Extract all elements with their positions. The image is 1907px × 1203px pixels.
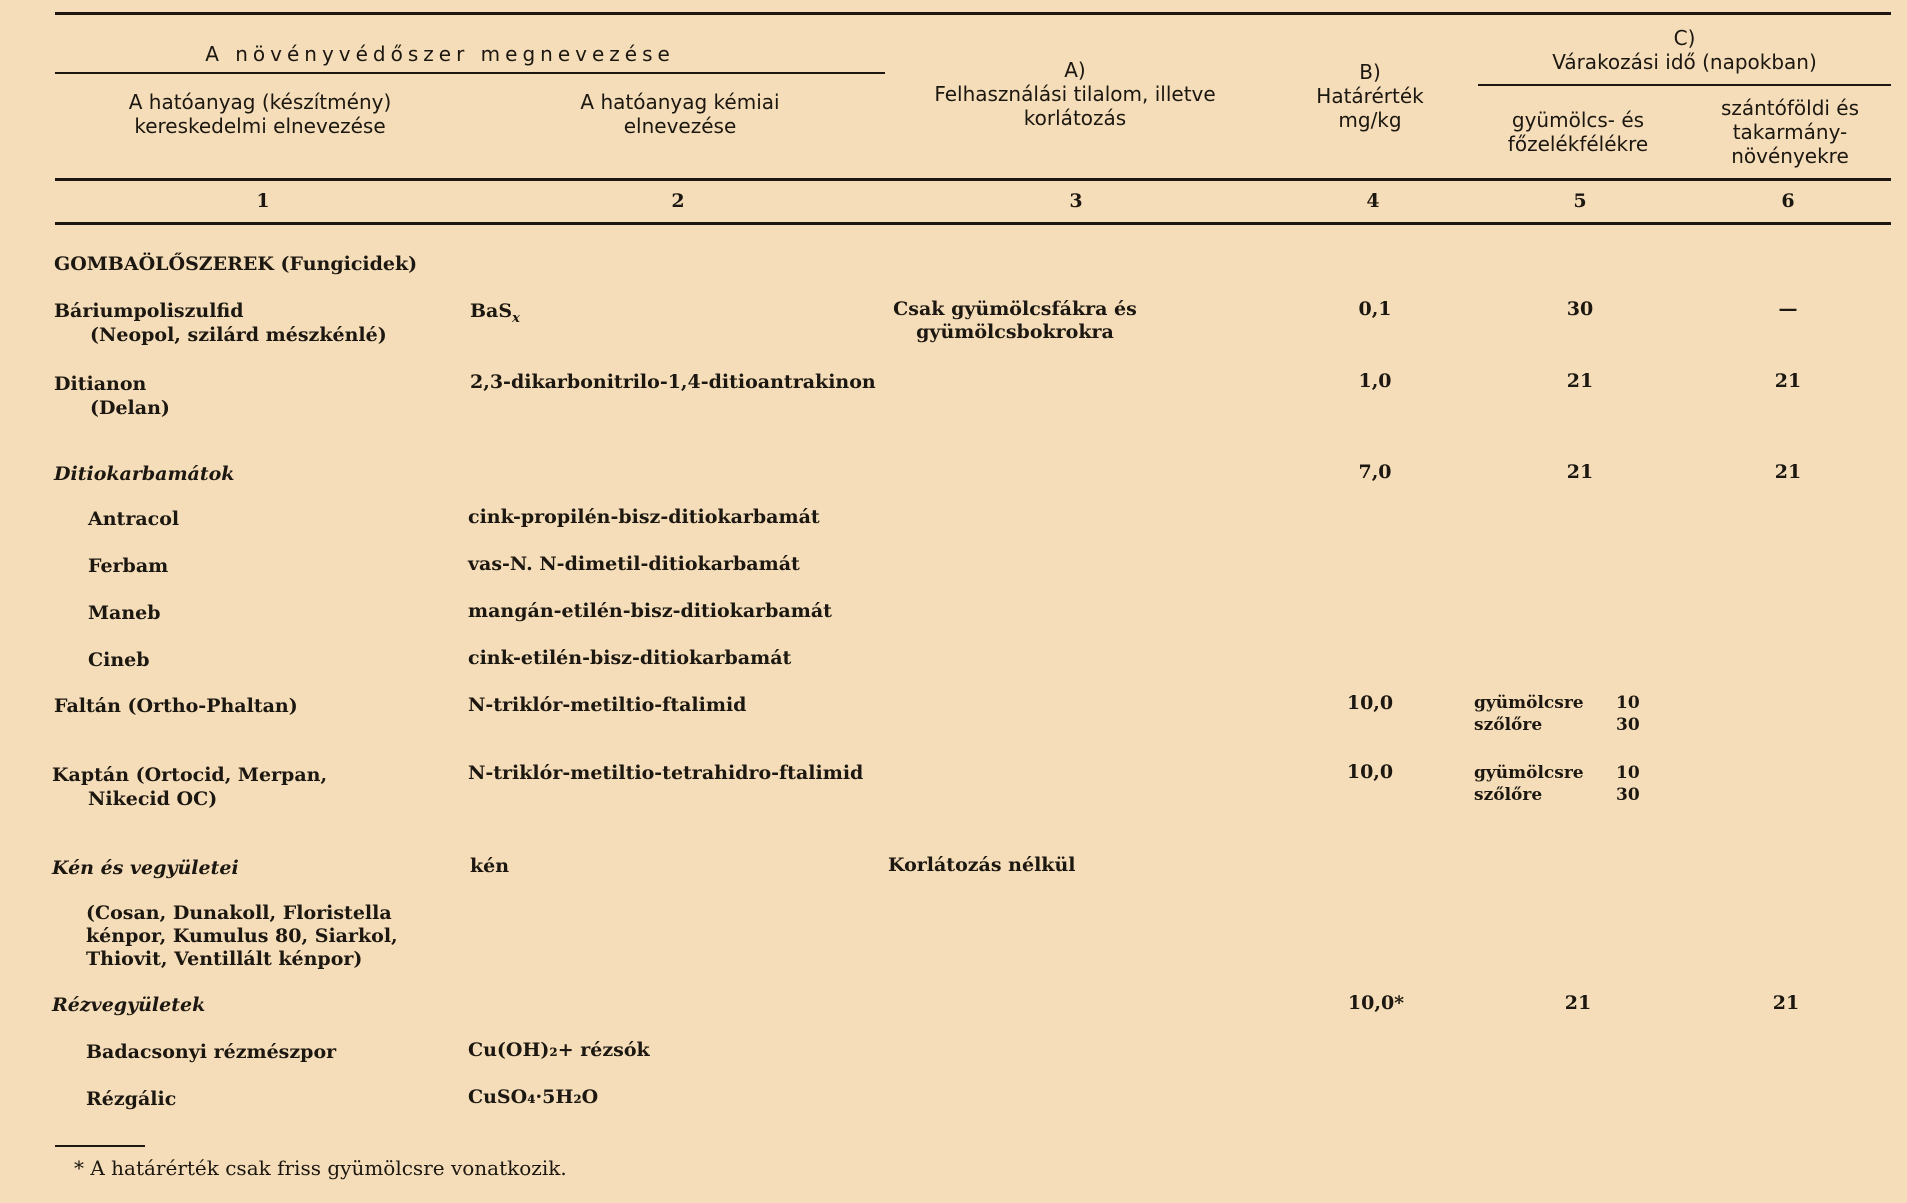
header-bottom-rule (55, 178, 1891, 181)
row-chemical: vas-N. N-dimetil-ditiokarbamát (468, 553, 800, 575)
wait-group-rule (1478, 84, 1891, 86)
row-restriction: Csak gyümölcsfákra és gyümölcsbokrokra (893, 298, 1137, 343)
row-chemical: mangán-etilén-bisz-ditiokarbamát (468, 600, 832, 622)
row-chemical: Cu(OH)₂+ rézsók (468, 1039, 650, 1061)
wait-group-header: C) Várakozási idő (napokban) (1552, 26, 1817, 74)
row-wait-fruit: 30 (1566, 298, 1594, 320)
row-name: Kén és vegyületei (52, 857, 239, 879)
row-wait-detail: gyümölcsre 10 szőlőre 30 (1474, 763, 1640, 805)
row-chemical: N-triklór-metiltio-ftalimid (468, 694, 747, 716)
row-wait-field: 21 (1774, 461, 1802, 483)
row-name: Maneb (88, 602, 161, 624)
col1-header: A hatóanyag (készítmény) kereskedelmi elnevezése (128, 90, 392, 138)
row-chemical: N-triklór-metiltio-tetrahidro-ftalimid (468, 762, 864, 784)
group-title: A növényvédőszer megnevezése (205, 42, 675, 66)
row-limit: 10,0* (1347, 992, 1405, 1014)
row-limit: 1,0 (1358, 370, 1392, 392)
row-chemical: cink-etilén-bisz-ditiokarbamát (468, 647, 792, 669)
row-chemical: cink-propilén-bisz-ditiokarbamát (468, 506, 820, 528)
row-name: Faltán (Ortho-Phaltan) (54, 695, 298, 717)
row-name: Ferbam (88, 555, 169, 577)
row-name-sub: (Neopol, szilárd mészkénlé) (90, 324, 387, 346)
row-name: Rézgálic (86, 1088, 177, 1110)
row-wait-field: 21 (1774, 370, 1802, 392)
row-wait-fruit: 21 (1566, 461, 1594, 483)
row-limit: 10,0 (1346, 692, 1394, 714)
col5-header: gyümölcs- és főzelékfélékre (1507, 108, 1649, 156)
row-name: Ditianon (54, 373, 147, 395)
group-rule (55, 72, 885, 74)
col-number-4: 4 (1366, 190, 1380, 212)
col6-header: szántóföldi és takarmány- növényekre (1720, 96, 1860, 168)
row-wait-fruit: 21 (1566, 370, 1594, 392)
row-name: Kaptán (Ortocid, Merpan, (52, 764, 328, 786)
row-wait-field: — (1778, 298, 1798, 320)
row-chemical: 2,3-dikarbonitrilo-1,4-ditioantrakinon (470, 371, 876, 393)
row-limit: 10,0 (1346, 761, 1394, 783)
row-chemical: kén (470, 855, 510, 877)
row-limit: 7,0 (1358, 461, 1392, 483)
row-name: Rézvegyületek (52, 994, 206, 1016)
row-name-sub: Nikecid OC) (88, 788, 218, 810)
col-number-5: 5 (1573, 190, 1587, 212)
row-name: Badacsonyi rézmészpor (86, 1041, 337, 1063)
col-number-1: 1 (256, 190, 270, 212)
row-wait-field: 21 (1772, 992, 1800, 1014)
row-name: Cineb (88, 649, 150, 671)
row-wait-detail: gyümölcsre 10 szőlőre 30 (1474, 693, 1640, 735)
section-title: GOMBAÖLŐSZEREK (Fungicidek) (54, 253, 418, 275)
row-name: Antracol (88, 508, 180, 530)
footnote: * A határérték csak friss gyümölcsre vonatkozik. (74, 1156, 567, 1180)
row-limit: 0,1 (1358, 298, 1392, 320)
col-number-3: 3 (1069, 190, 1083, 212)
col2-header: A hatóanyag kémiai elnevezése (580, 90, 780, 138)
row-products: (Cosan, Dunakoll, Floristella kénpor, Kumulus 80, Siarkol, Thiovit, Ventillált kénpor) (86, 902, 398, 970)
footnote-rule (55, 1145, 145, 1147)
col4-header: B) Határérték mg/kg (1316, 60, 1424, 132)
col3-header: A) Felhasználási tilalom, illetve korlátozás (934, 58, 1216, 130)
row-restriction: Korlátozás nélkül (888, 854, 1076, 876)
col-number-6: 6 (1781, 190, 1795, 212)
row-name-sub: (Delan) (90, 397, 170, 419)
row-chemical: BaS$_x$ (470, 300, 520, 326)
row-name: Báriumpoliszulfid (54, 300, 244, 322)
row-wait-fruit: 21 (1564, 992, 1592, 1014)
numbers-bottom-rule (55, 222, 1891, 225)
row-name: Ditiokarbamátok (54, 463, 235, 485)
row-chemical: CuSO₄·5H₂O (468, 1086, 599, 1108)
top-rule (55, 12, 1891, 15)
col-number-2: 2 (671, 190, 685, 212)
